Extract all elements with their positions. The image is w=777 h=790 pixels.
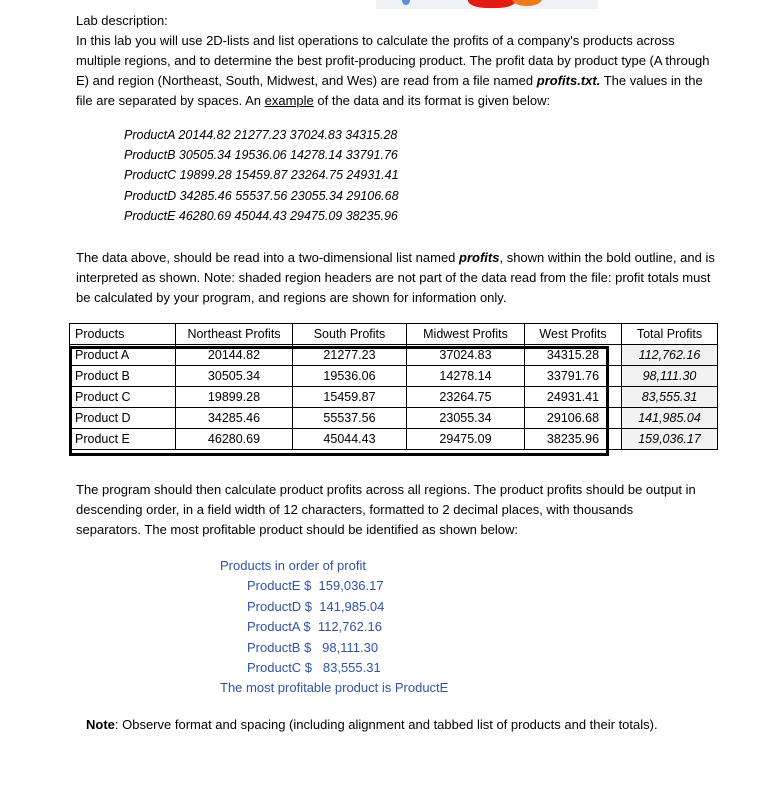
header-image-fragment [376, 0, 598, 9]
data-line: ProductB 30505.34 19536.06 14278.14 33791.76 [124, 148, 398, 163]
lab-description-title: Lab description: [76, 13, 168, 28]
table-row: Product A 20144.82 21277.23 37024.83 34315.28 112,762.16 [70, 345, 718, 366]
header-west: West Profits [525, 324, 622, 345]
example-link[interactable]: example [264, 93, 314, 108]
data-line: ProductE 46280.69 45044.43 29475.09 38235.96 [124, 208, 398, 223]
note-label: Note [86, 717, 115, 732]
output-line: ProductA $ 112,762.16 [247, 619, 382, 635]
table-row: Product D 34285.46 55537.56 23055.34 29106.68 141,985.04 [70, 408, 718, 429]
table-header-row [70, 324, 718, 345]
image-red-shape [468, 0, 516, 8]
sample-data-block [124, 125, 399, 226]
image-orange-shape [512, 0, 542, 6]
image-blue-shape [402, 0, 410, 5]
header-south: South Profits [293, 324, 407, 345]
output-heading: Products in order of profit [220, 558, 366, 573]
header-northeast: Northeast Profits [176, 324, 293, 345]
output-line: ProductC $ 83,555.31 [247, 660, 381, 676]
table-row: Product E 46280.69 45044.43 29475.09 38235.96 159,036.17 [70, 429, 718, 450]
output-footer: The most profitable product is ProductE [220, 680, 449, 696]
output-line: ProductD $ 141,985.04 [247, 598, 385, 614]
sample-output [220, 556, 448, 699]
note-text: : Observe format and spacing (including alignment and tabbed list of products and their totals). [114, 717, 658, 732]
table-row: Product B 30505.34 19536.06 14278.14 33791.76 98,111.30 [70, 366, 718, 387]
output-line: ProductE $ 159,036.17 [247, 578, 384, 594]
table-row: Product C 19899.28 15459.87 23264.75 24931.41 83,555.31 [70, 387, 718, 408]
note-line [86, 717, 658, 732]
data-line: ProductD 34285.46 55537.56 23055.34 29106.68 [124, 188, 399, 203]
header-products: Products [70, 324, 176, 345]
explanation-paragraph: The data above, should be read into a two-dimensional list named profits, shown within the bold outline, and is interpreted as shown. Note: shaded region headers are not part of the data read from the file: profit totals must be calculated by your program, and regions are shown for information only. [76, 250, 715, 305]
filename: profits.txt. [536, 73, 601, 88]
list-name: profits [459, 250, 500, 265]
header-total: Total Profits [622, 324, 718, 345]
profits-table [69, 323, 718, 450]
instructions-paragraph: The program should then calculate product profits across all regions. The product profits should be output in descending order, in a field width of 12 characters, formatted to 2 decimal places, with thousands separators. The most profitable product should be identified as shown below: [76, 482, 696, 537]
data-line: ProductC 19899.28 15459.87 23264.75 24931.41 [124, 168, 399, 183]
intro-paragraph: In this lab you will use 2D-lists and list operations to calculate the profits of a company's products across multiple regions, and to determine the best profit-producing product. The profit data by product type (A through E) and region (Northeast, South, Midwest, and Wes) are read from a file named profits.txt. The values in the file are separated by spaces. An example of the data and its format is given below: [76, 33, 710, 108]
header-midwest: Midwest Profits [407, 324, 525, 345]
data-line: ProductA 20144.82 21277.23 37024.83 34315.28 [124, 128, 398, 142]
output-line: ProductB $ 98,111.30 [247, 639, 379, 655]
